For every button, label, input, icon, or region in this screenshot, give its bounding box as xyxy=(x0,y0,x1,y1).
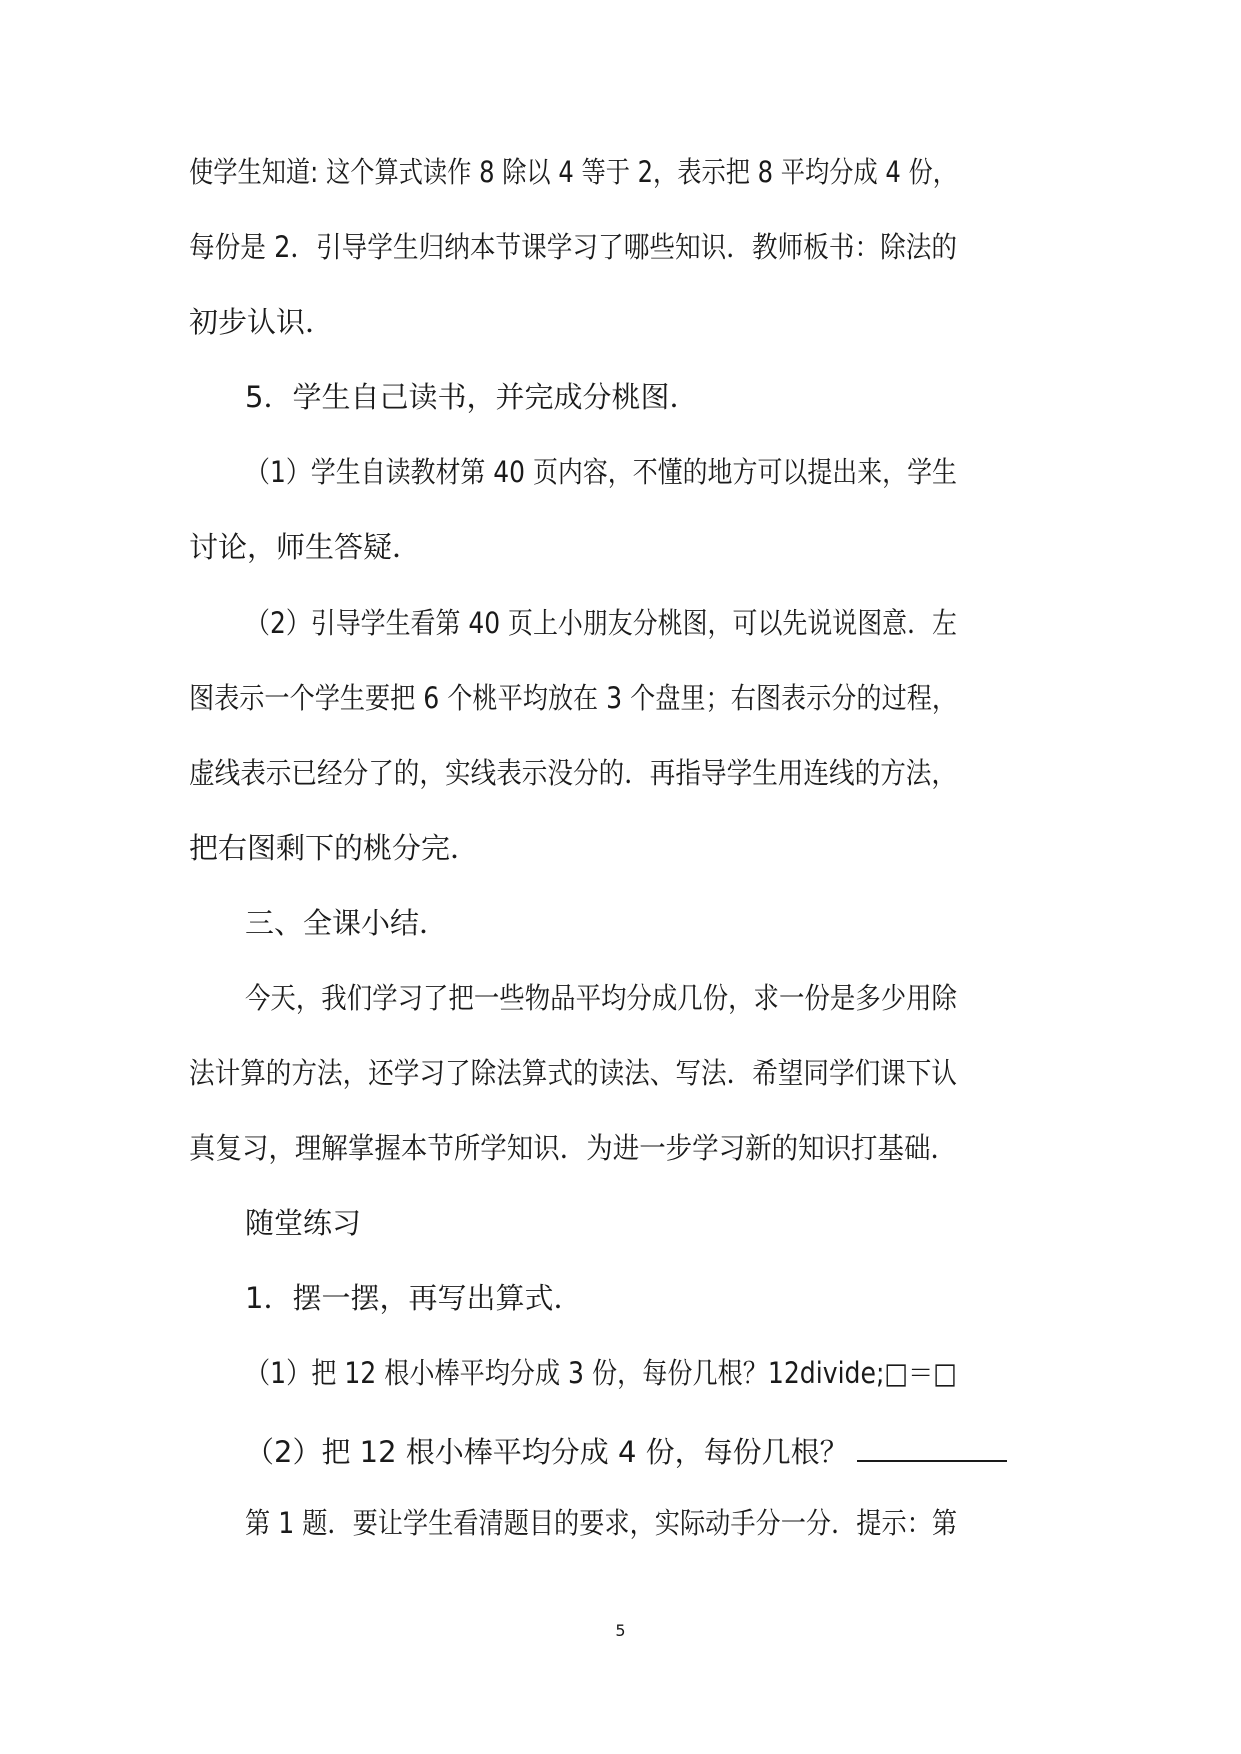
line-text: 今天，我们学习了把一些物品平均分成几份，求一份是多少用除 xyxy=(245,981,957,1015)
paragraph-line xyxy=(245,1503,1241,1543)
paragraph-line xyxy=(245,603,1241,643)
line-text: 三、全课小结． xyxy=(245,906,449,940)
paragraph-line xyxy=(189,527,1241,567)
paragraph-line xyxy=(189,828,1241,868)
line-text: 图表示一个学生要把 6 个桃平均放在 3 个盘里；右图表示分的过程， xyxy=(189,681,957,715)
exercise-line xyxy=(245,1278,1241,1318)
paragraph-line xyxy=(189,302,1241,342)
line-text: 5．学生自己读书，并完成分桃图． xyxy=(245,380,699,414)
line-text: （2）引导学生看第 40 页上小朋友分桃图，可以先说说图意．左 xyxy=(245,606,957,640)
line-text: 每份是 2．引导学生归纳本节课学习了哪些知识．教师板书：除法的 xyxy=(189,230,957,264)
exercise-line xyxy=(245,1353,1241,1393)
paragraph-line xyxy=(245,377,1241,417)
line-text: 把右图剩下的桃分完． xyxy=(189,831,480,865)
paragraph-line xyxy=(189,152,1241,192)
line-text: 法计算的方法，还学习了除法算式的读法、写法．希望同学们课下认 xyxy=(189,1056,957,1090)
exercise-line xyxy=(245,1428,1241,1472)
paragraph-line xyxy=(189,1053,1241,1093)
paragraph-line xyxy=(189,227,1241,267)
line-text: （1）学生自读教材第 40 页内容，不懂的地方可以提出来，学生 xyxy=(245,455,957,489)
paragraph-line xyxy=(189,753,1241,793)
line-text: 初步认识． xyxy=(189,305,335,339)
line-text: 真复习，理解掌握本节所学知识．为进一步学习新的知识打基础． xyxy=(189,1131,957,1165)
answer-blank xyxy=(857,1428,1007,1462)
section-heading xyxy=(245,903,1241,943)
line-text: 使学生知道: 这个算式读作 8 除以 4 等于 2，表示把 8 平均分成 4 份， xyxy=(189,155,957,189)
paragraph-line xyxy=(245,978,1241,1018)
paragraph-line xyxy=(189,678,1241,718)
line-text: 虚线表示已经分了的，实线表示没分的．再指导学生用连线的方法， xyxy=(189,756,957,790)
line-text: 第 1 题．要让学生看清题目的要求，实际动手分一分．提示：第 xyxy=(245,1506,957,1540)
line-text: （1）把 12 根小棒平均分成 3 份，每份几根？12divide;□＝□ xyxy=(245,1356,957,1390)
paragraph-line xyxy=(189,1128,1241,1168)
line-text: 1．摆一摆，再写出算式． xyxy=(245,1281,583,1315)
section-heading xyxy=(245,1203,1241,1243)
line-text: 讨论，师生答疑． xyxy=(189,530,422,564)
line-text: （2）把 12 根小棒平均分成 4 份，每份几根？ xyxy=(245,1435,849,1469)
paragraph-line xyxy=(245,452,1241,492)
page-number: 5 xyxy=(615,1621,626,1640)
line-text: 随堂练习 xyxy=(245,1206,362,1240)
